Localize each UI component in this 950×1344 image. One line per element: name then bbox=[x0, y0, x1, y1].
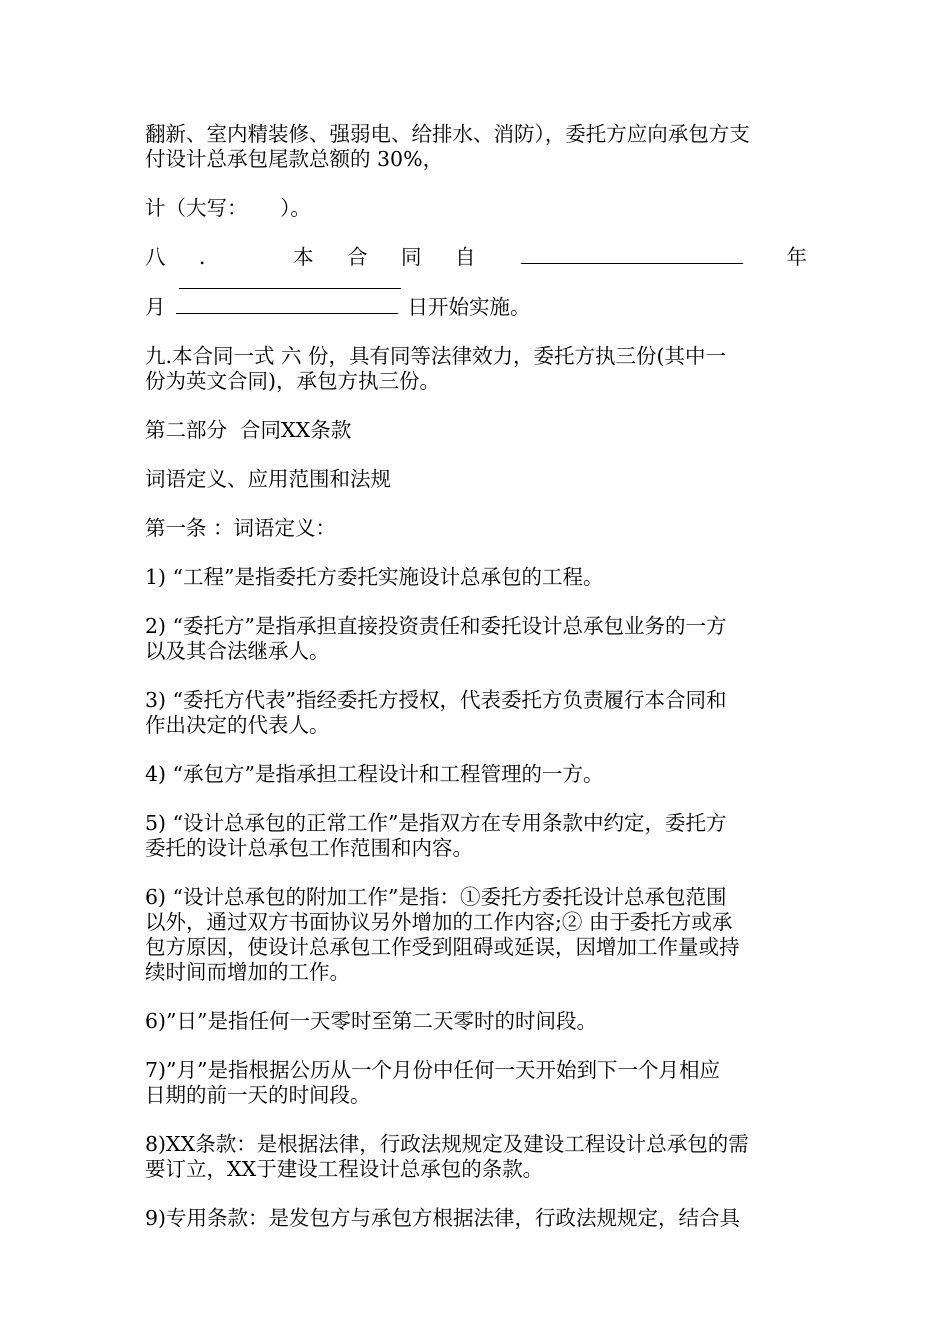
paragraph-payment bbox=[145, 122, 807, 172]
text-line: 作出决定的代表人。 bbox=[145, 713, 330, 737]
text-line: 委托的设计总承包工作范围和内容。 bbox=[145, 836, 473, 860]
document-page bbox=[145, 122, 807, 1255]
paragraph-copies bbox=[145, 344, 807, 394]
text-line: 第二部分 合同XX条款 bbox=[145, 418, 352, 442]
blank-line-year bbox=[521, 245, 743, 264]
text-line: 8)XX条款：是根据法律，行政法规规定及建设工程设计总承包的需 bbox=[145, 1132, 749, 1156]
year-label: 年 bbox=[759, 245, 807, 269]
text-line: 份为英文合同)，承包方执三份。 bbox=[145, 369, 440, 393]
definition-item bbox=[145, 614, 807, 664]
text-line: 日期的前一天的时间段。 bbox=[145, 1083, 371, 1107]
text-line: 词语定义、应用范围和法规 bbox=[145, 467, 391, 491]
article-heading bbox=[145, 516, 807, 541]
effective-date-prefix: 八． 本合同自 bbox=[145, 245, 509, 269]
month-label: 月 bbox=[145, 295, 166, 319]
text-line: 6)”日”是指任何一天零时至第二天零时的时间段。 bbox=[145, 1009, 597, 1033]
definition-item bbox=[145, 762, 807, 787]
text-line bbox=[145, 245, 807, 295]
blank-line-day bbox=[176, 295, 398, 314]
text-line: 计（大写： ）。 bbox=[145, 196, 311, 220]
text-line: 翻新、室内精装修、强弱电、给排水、消防），委托方应向承包方支 bbox=[145, 122, 750, 146]
definition-item bbox=[145, 1009, 807, 1034]
definition-item bbox=[145, 688, 807, 738]
paragraph-amount-words bbox=[145, 196, 807, 221]
text-line: 第一条 ：词语定义： bbox=[145, 516, 337, 540]
text-line: 续时间而增加的工作。 bbox=[145, 960, 350, 984]
section-heading bbox=[145, 418, 807, 443]
blank-line-month bbox=[179, 270, 401, 289]
text-line: 要订立，XX于建设工程设计总承包的条款。 bbox=[145, 1157, 544, 1181]
text-line: 3) “委托方代表”指经委托方授权，代表委托方负责履行本合同和 bbox=[145, 688, 727, 712]
text-line: 1) “工程”是指委托方委托实施设计总承包的工程。 bbox=[145, 565, 604, 589]
text-line: 4) “承包方”是指承担工程设计和工程管理的一方。 bbox=[145, 762, 604, 786]
definition-item bbox=[145, 1058, 807, 1108]
text-line: 以及其合法继承人。 bbox=[145, 639, 330, 663]
definition-item bbox=[145, 1132, 807, 1182]
text-line: 以外，通过双方书面协议另外增加的工作内容;② 由于委托方或承 bbox=[145, 910, 733, 934]
definition-item bbox=[145, 811, 807, 861]
text-line: 包方原因，使设计总承包工作受到阻碍或延误，因增加工作量或持 bbox=[145, 935, 740, 959]
text-line: 九.本合同一式 六 份，具有同等法律效力，委托方执三份(其中一 bbox=[145, 344, 727, 368]
effective-date-suffix: 日开始实施。 bbox=[407, 295, 531, 319]
text-line: 6) “设计总承包的附加工作”是指：①委托方委托设计总承包范围 bbox=[145, 885, 727, 909]
text-line bbox=[145, 295, 807, 320]
subsection-heading bbox=[145, 467, 807, 492]
text-line: 5) “设计总承包的正常工作”是指双方在专用条款中约定，委托方 bbox=[145, 811, 727, 835]
text-line: 9)专用条款：是发包方与承包方根据法律，行政法规规定，结合具 bbox=[145, 1206, 741, 1230]
definition-item bbox=[145, 565, 807, 590]
text-line: 付设计总承包尾款总额的 30%， bbox=[145, 147, 444, 171]
definition-item bbox=[145, 885, 807, 985]
text-line: 2) “委托方”是指承担直接投资责任和委托设计总承包业务的一方 bbox=[145, 614, 727, 638]
text-line: 7)”月”是指根据公历从一个月份中任何一天开始到下一个月相应 bbox=[145, 1058, 720, 1082]
definition-item bbox=[145, 1206, 807, 1231]
paragraph-effective-date bbox=[145, 245, 807, 320]
